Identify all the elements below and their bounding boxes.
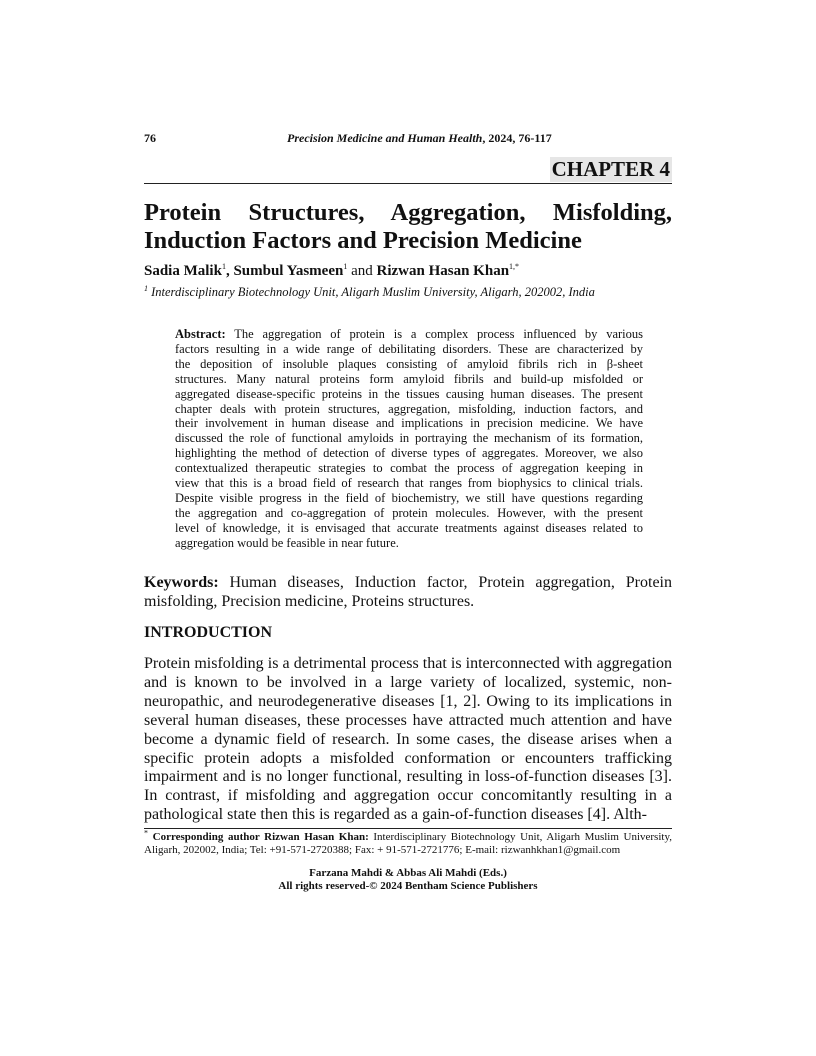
author: Sumbul Yasmeen — [233, 263, 344, 279]
running-header — [144, 131, 672, 146]
chapter-title — [144, 199, 672, 255]
affil-sup: 1 — [144, 283, 148, 293]
footnote-line: Aligarh, 202002, India; Tel: +91-571-2720388; Fax: + 91-571-2721776; E-mail: rizwanhkhan1@gmail.com — [144, 844, 621, 856]
text-line: chapter deals with protein structures, aggregation, misfolding, induction factors, and — [175, 401, 643, 416]
introduction-body — [144, 655, 672, 825]
text-line: aggregated disease-specific proteins in the tissues causing human diseases. The present — [175, 386, 643, 401]
text-line: structures. Many natural proteins form amyloid fibrils and build-up misfolded or — [175, 371, 643, 386]
journal-name: Precision Medicine and Human Health — [287, 131, 483, 145]
text-line: pathological state then this is regarded as a gain-of-function diseases [4]. Alth- — [144, 806, 647, 824]
text-line: impairment and is no longer functional, resulting in loss-of-function diseases [3]. — [144, 768, 672, 786]
editors-notice — [144, 867, 672, 893]
text-line: the deposition of insoluble plaques consisting of amyloid fibrils rich in β-sheet — [175, 356, 643, 371]
chapter-label: CHAPTER 4 — [551, 157, 670, 181]
text-line: their involvement in human disease and implications in precision medicine. We have — [175, 416, 643, 431]
affil-sup: 1,* — [509, 262, 520, 271]
journal-year-pages: , 2024, 76-117 — [482, 131, 552, 145]
footnote-divider — [144, 828, 672, 829]
keywords — [144, 574, 672, 611]
title-line: Induction Factors and Precision Medicine — [144, 227, 582, 254]
author: Sadia Malik — [144, 263, 222, 279]
text-line: contextualized therapeutic strategies to combat the process of aggregation keeping in — [175, 461, 643, 476]
author: Rizwan Hasan Khan — [376, 263, 510, 279]
text-line: factors resulting in a wide range of debilitating disorders. These are characterized by — [175, 341, 643, 356]
text-line: Protein misfolding is a detrimental process that is interconnected with aggregation — [144, 655, 672, 672]
text-line: discussed the role of functional amyloids in portraying the mechanism of its formation, — [175, 431, 643, 446]
page-number: 76 — [144, 131, 156, 145]
section-heading: INTRODUCTION — [144, 624, 273, 641]
line-text: The aggregation of protein is a complex process influenced by various — [225, 327, 643, 341]
label: Keywords: — [144, 574, 219, 591]
text-line: view that this is a broad field of research that ranges from biophysics to clinical trials. — [175, 476, 643, 491]
fn-text: Interdisciplinary Biotechnology Unit, Aligarh Muslim University, — [368, 831, 672, 843]
text-line — [144, 574, 672, 593]
affiliation-text: Interdisciplinary Biotechnology Unit, Aligarh Muslim University, Aligarh, 202002, India — [148, 285, 595, 299]
text-line: specific protein adopts a misfolded conformation or encounters trafficking — [144, 749, 672, 767]
copyright: All rights reserved-© 2024 Bentham Science Publishers — [278, 880, 538, 892]
title-line: Protein Structures, Aggregation, Misfolding, — [144, 199, 672, 226]
sep: and — [347, 263, 377, 279]
text-line: In contrast, if misfolding and aggregation occur concomitantly resulting in a — [144, 787, 672, 805]
journal-citation — [287, 131, 552, 146]
label: Abstract: — [175, 327, 226, 341]
text-line: neuropathic, and neurodegenerative diseases [1, 2]. Owing to its implications in — [144, 692, 672, 710]
footnote-line — [144, 828, 672, 844]
affiliation — [144, 285, 595, 300]
fn-label: Corresponding author Rizwan Hasan Khan: — [148, 831, 369, 843]
text-line: become a dynamic field of research. In some cases, the disease arises when a — [144, 730, 672, 748]
header-divider — [144, 183, 672, 184]
text-line: several human diseases, these processes have attracted much attention and have — [144, 711, 672, 729]
text-line: level of knowledge, it is envisaged that accurate treatments against diseases related to — [175, 520, 643, 535]
text-line: the aggregation and co-aggregation of protein molecules. However, with the present — [175, 505, 643, 520]
text-line: Despite visible progress in the field of biochemistry, we still have questions regarding — [175, 490, 643, 505]
affil-sup: 1 — [221, 262, 226, 271]
affil-sup: 1 — [343, 262, 348, 271]
authors — [144, 263, 519, 280]
text-line: aggregation would be feasible in near future. — [175, 535, 399, 550]
fn-sup: * — [144, 828, 148, 838]
abstract — [175, 327, 643, 551]
text-line: and is known to be involved in a large variety of localized, systemic, non- — [144, 673, 672, 691]
editors: Farzana Mahdi & Abbas Ali Mahdi (Eds.) — [309, 867, 507, 879]
text-line — [175, 327, 643, 342]
footnote — [144, 828, 672, 857]
text-line: misfolding, Precision medicine, Proteins structures. — [144, 592, 475, 610]
line-text: Human diseases, Induction factor, Protein aggregation, Protein — [218, 574, 672, 591]
text-line: highlighting the method of detection of diverse types of aggregates. Moreover, we also — [175, 446, 643, 461]
sep: , — [225, 263, 234, 279]
